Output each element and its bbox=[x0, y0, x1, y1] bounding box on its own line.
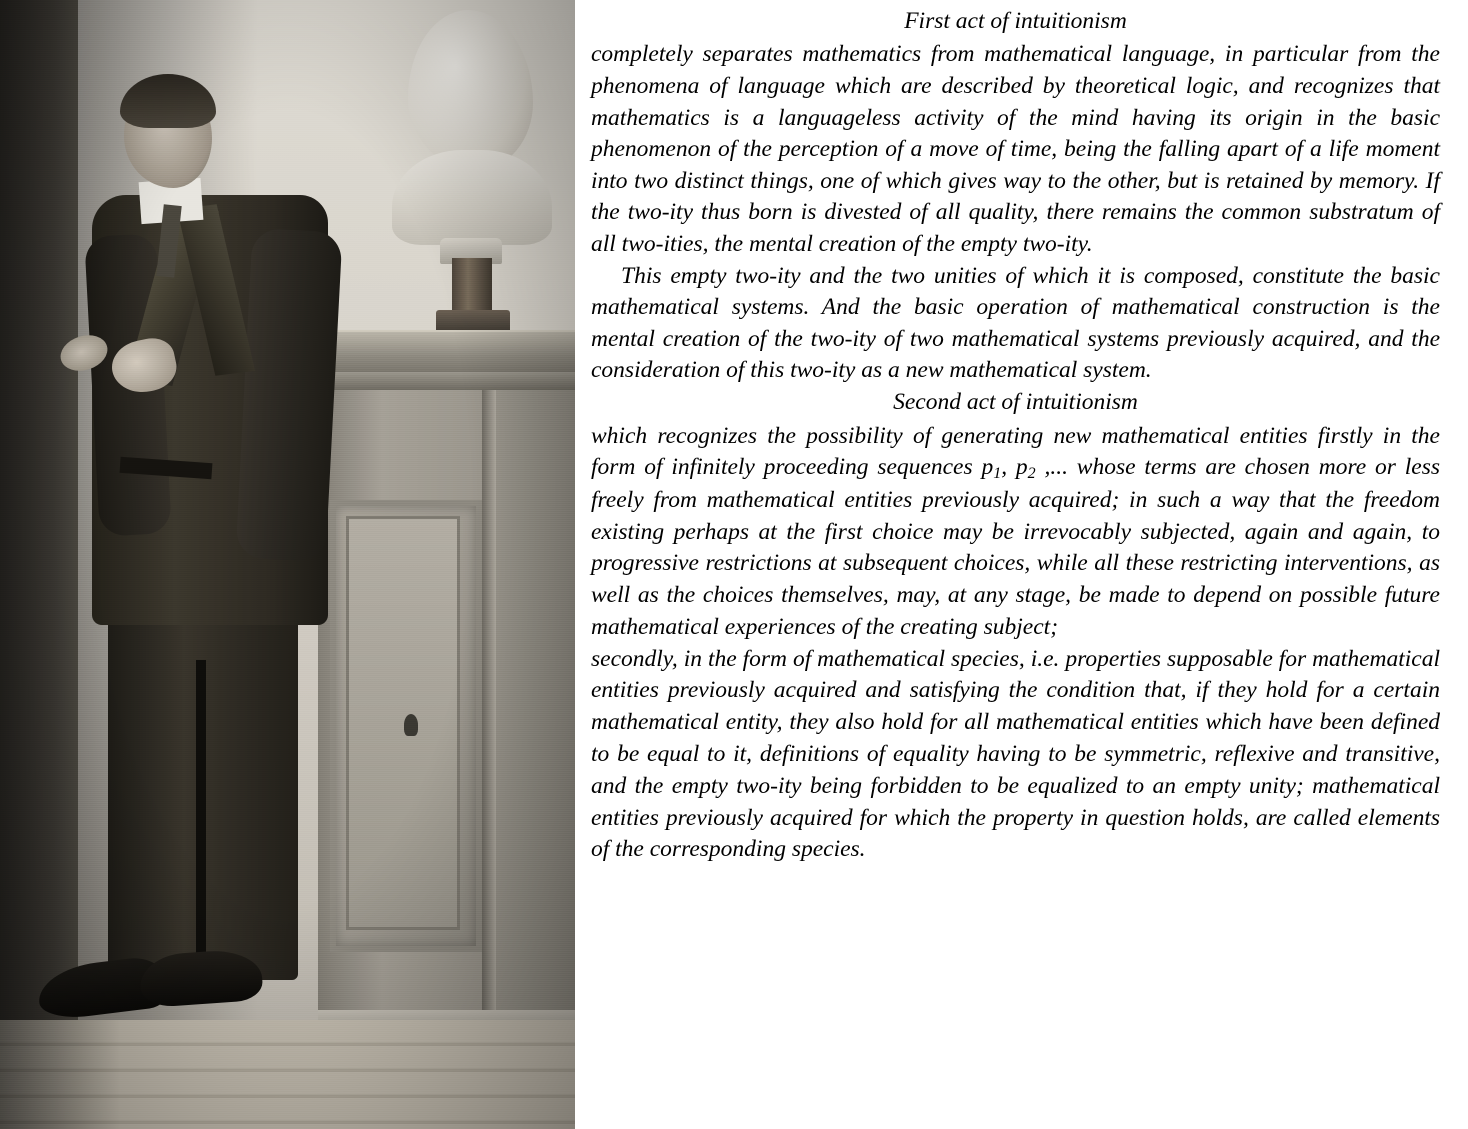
pedestal bbox=[452, 258, 492, 316]
subscript-two: 2 bbox=[1027, 465, 1036, 483]
bust-shoulders bbox=[392, 150, 552, 245]
first-act-paragraph-2: This empty two-ity and the two unities of which it is composed, constitute the basic mathematical systems. And the basic operation of mathematical construction is the mental creation of the two-ity of two mathematical systems previously acquired, and the consideration of this two-ity as a new mathematical system. bbox=[591, 262, 1440, 384]
keyhole bbox=[404, 714, 418, 736]
subscript-one: 1 bbox=[993, 465, 1002, 483]
section-second-act bbox=[591, 387, 1440, 866]
second-act-paragraph-firstly bbox=[591, 421, 1440, 644]
firstly-text-part-3: ,... whose terms are chosen more or less freely from mathematical entities previously acquired; in such a way that the freedom existing perhaps at the first choice may be irrevocably subjected, again and again, to progressive restrictions at subsequent choices, while all these restricting interventions, as well as the choices themselves, may, at any stage, be made to depend on possible future mathematical experiences of the creating subject; bbox=[591, 454, 1440, 640]
first-act-paragraph-1: completely separates mathematics from mathematical language, in particular from the phenomena of language which are described by theoretical logic, and recognizes that mathematics is a languageless activity of the mind having its origin in the basic phenomenon of the perception of a move of time, being the falling apart of a life moment into two distinct things, one of which gives way to the other, but is retained by memory. If the two-ity thus born is divested of all quality, there remains the common substratum of all two-ities, the mental creation of the empty two-ity. bbox=[591, 41, 1440, 258]
portrait-photograph bbox=[0, 0, 575, 1129]
counter-top bbox=[318, 330, 575, 376]
counter-door-panel-inner bbox=[346, 516, 460, 930]
floor-shadow bbox=[0, 1020, 120, 1129]
figure-right-arm bbox=[235, 228, 342, 562]
firstly-text-part-2: , p bbox=[1001, 454, 1028, 481]
figure-leg-gap bbox=[196, 660, 206, 980]
second-act-heading: Second act of intuitionism bbox=[893, 389, 1138, 416]
text-column bbox=[575, 0, 1468, 1129]
firstly-text-part-1: which recognizes the possibility of generating new mathematical entities firstly in the form of infinitely proceeding sequences p bbox=[591, 422, 1440, 481]
left-wall bbox=[0, 0, 78, 1129]
counter-lip bbox=[318, 372, 575, 390]
counter-edge bbox=[482, 390, 496, 1050]
first-act-heading: First act of intuitionism bbox=[904, 8, 1127, 34]
photo-canvas bbox=[0, 0, 575, 1129]
section-first-act bbox=[591, 6, 1440, 387]
second-act-paragraph-secondly: secondly, in the form of mathematical species, i.e. properties supposable for mathematical entities previously acquired and satisfying the condition that, if they hold for a certain mathematical entity, they also hold for all mathematical entities which have been defined to be equal to it, definitions of equality having to be symmetric, reflexive and transitive, and the empty two-ity being forbidden to be equalized to an empty unity; mathematical entities previously acquired for which the property in question holds, are called elements of the corresponding species. bbox=[591, 645, 1440, 863]
